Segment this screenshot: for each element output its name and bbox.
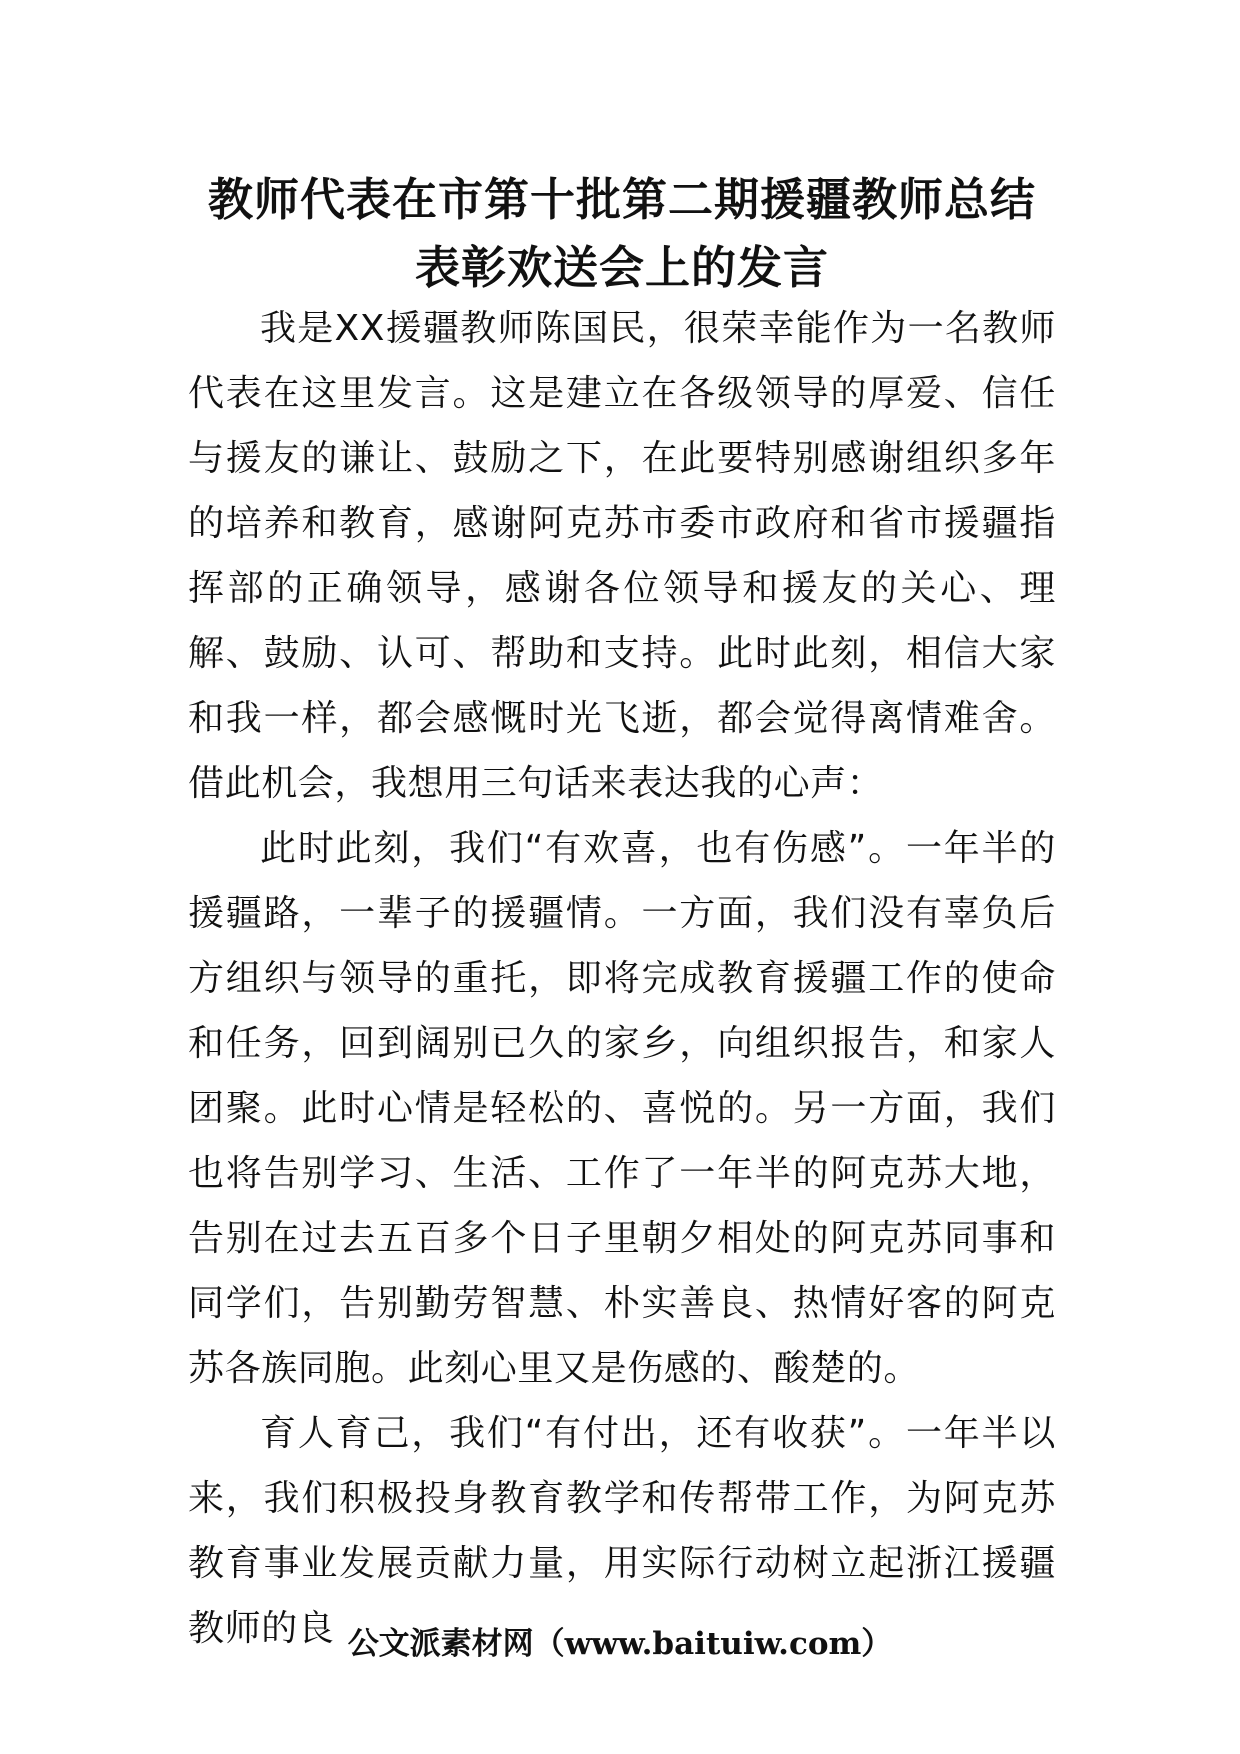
footer-watermark: 公文派素材网（www.baituiw.com） xyxy=(347,1626,893,1662)
paragraph-3: 育人育己，我们“有付出，还有收获”。一年半以来，我们积极投身教育教学和传帮带工作，为阿克苏教育事业发展贡献力量，用实际行动树立起浙江援疆教师的良 xyxy=(188,1413,1056,1649)
document-body xyxy=(188,296,1056,1661)
title-line-2: 表彰欢送会上的发言 xyxy=(414,241,829,294)
title-line-1: 教师代表在市第十批第二期援疆教师总结 xyxy=(207,173,1036,226)
document-title xyxy=(187,166,1057,302)
paragraph-2: 此时此刻，我们“有欢喜，也有伤感”。一年半的援疆路，一辈子的援疆情。一方面，我们没有辜负后方组织与领导的重托，即将完成教育援疆工作的使命和任务，回到阔别已久的家乡，向组织报告，和家人团聚。此时心情是轻松的、喜悦的。另一方面，我们也将告别学习、生活、工作了一年半的阿克苏大地，告别在过去五百多个日子里朝夕相处的阿克苏同事和同学们，告别勤劳智慧、朴实善良、热情好客的阿克苏各族同胞。此刻心里又是伤感的、酸楚的。 xyxy=(188,828,1056,1389)
paragraph-1: 我是XX援疆教师陈国民，很荣幸能作为一名教师代表在这里发言。这是建立在各级领导的厚爱、信任与援友的谦让、鼓励之下，在此要特别感谢组织多年的培养和教育，感谢阿克苏市委市政府和省市援疆指挥部的正确领导，感谢各位领导和援友的关心、理解、鼓励、认可、帮助和支持。此时此刻，相信大家和我一样，都会感慨时光飞逝，都会觉得离情难舍。借此机会，我想用三句话来表达我的心声： xyxy=(188,308,1056,804)
